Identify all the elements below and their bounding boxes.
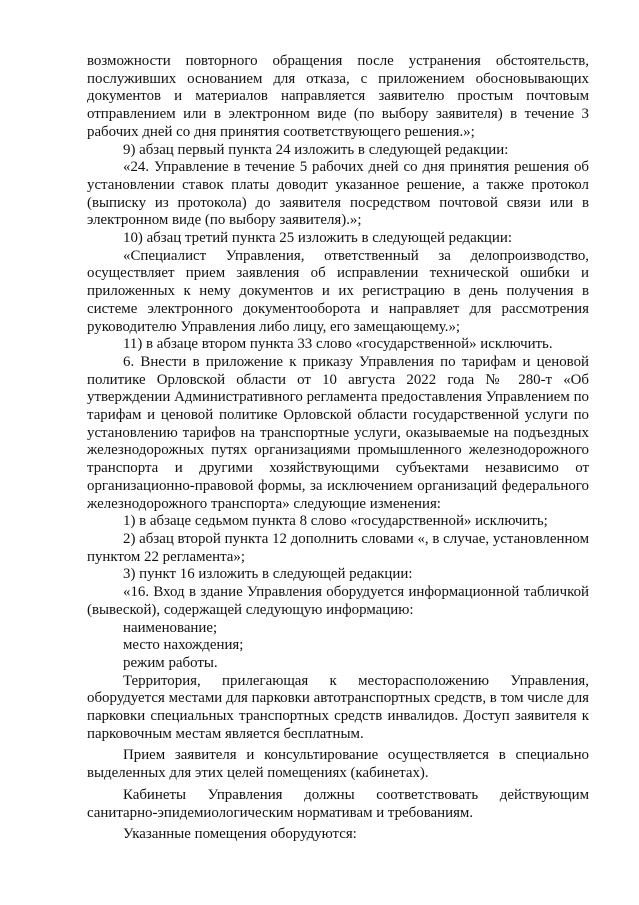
paragraph-clause-25: «Специалист Управления, ответственный за делопроизводство, осуществляет прием заявления об исправлении технической ошибки и приложенных к нему документов и их регистрацию в день получения в системе электронного документооборота и направляет для рассмотрения руководителю Управления либо лицу, его замещающему.»; xyxy=(87,247,589,335)
document-body xyxy=(87,53,589,844)
paragraph-item-11: 11) в абзаце втором пункта 33 слово «государственной» исключить. xyxy=(123,336,553,353)
paragraph-section-6: 6. Внести в приложение к приказу Управления по тарифам и ценовой политике Орловской области от 10 августа 2022 года № 280-т «Об утверждении Административного регламента предоставления Управлением по тарифам и ценовой политике Орловской области государственной услуги по установлению тарифов на транспортные услуги, оказываемые на подъездных железнодорожных путях организациями промышленного железнодорожного транспорта и другими хозяйствующими субъектами независимо от организационно-правовой формы, за исключением организаций федерального железнодорожного транспорта» следующие изменения: xyxy=(87,353,589,512)
paragraph-sub-2: 2) абзац второй пункта 12 дополнить словами «, в случае, установленном пунктом 22 регламента»; xyxy=(87,530,589,565)
paragraph-item-10: 10) абзац третий пункта 25 изложить в следующей редакции: xyxy=(123,230,512,247)
paragraph-premises: Указанные помещения оборудуются: xyxy=(123,826,357,843)
paragraph-item-9: 9) абзац первый пункта 24 изложить в следующей редакции: xyxy=(123,141,509,158)
paragraph-sub-3: 3) пункт 16 изложить в следующей редакции: xyxy=(123,566,413,583)
list-item-name: наименование; xyxy=(123,619,218,636)
paragraph-territory: Территория, прилегающая к месторасположению Управления, оборудуется местами для парковки автотранспортных средств, в том числе для парковки специальных транспортных средств инвалидов. Доступ заявителя к парковочным местам является бесплатным. xyxy=(87,672,589,742)
list-item-location: место нахождения; xyxy=(123,637,244,654)
paragraph-offices: Кабинеты Управления должны соответствовать действующим санитарно-эпидемиологическим нормативам и требованиям. xyxy=(87,786,589,821)
paragraph-reception: Прием заявителя и консультирование осуществляется в специально выделенных для этих целей помещениях (кабинетах). xyxy=(87,747,589,782)
paragraph-sub-1: 1) в абзаце седьмом пункта 8 слово «государственной» исключить; xyxy=(123,513,548,530)
paragraph-clause-16: «16. Вход в здание Управления оборудуется информационной табличкой (вывеской), содержащей следующую информацию: xyxy=(87,584,589,618)
list-item-schedule: режим работы. xyxy=(123,654,218,671)
paragraph-continuation: возможности повторного обращения после устранения обстоятельств, послуживших основанием для отказа, с приложением обосновывающих документов и материалов направляется заявителю простым почтовым отправлением или в электронном виде (по выбору заявителя) в течение 3 рабочих дней со дня принятия соответствующего решения.»; xyxy=(87,53,589,140)
paragraph-clause-24: «24. Управление в течение 5 рабочих дней со дня принятия решения об установлении ставок платы доводит указанное решение, а также протокол (выписку из протокола) до заявителя посредством почтовой связи или в электронном виде (по выбору заявителя).»; xyxy=(87,159,589,229)
